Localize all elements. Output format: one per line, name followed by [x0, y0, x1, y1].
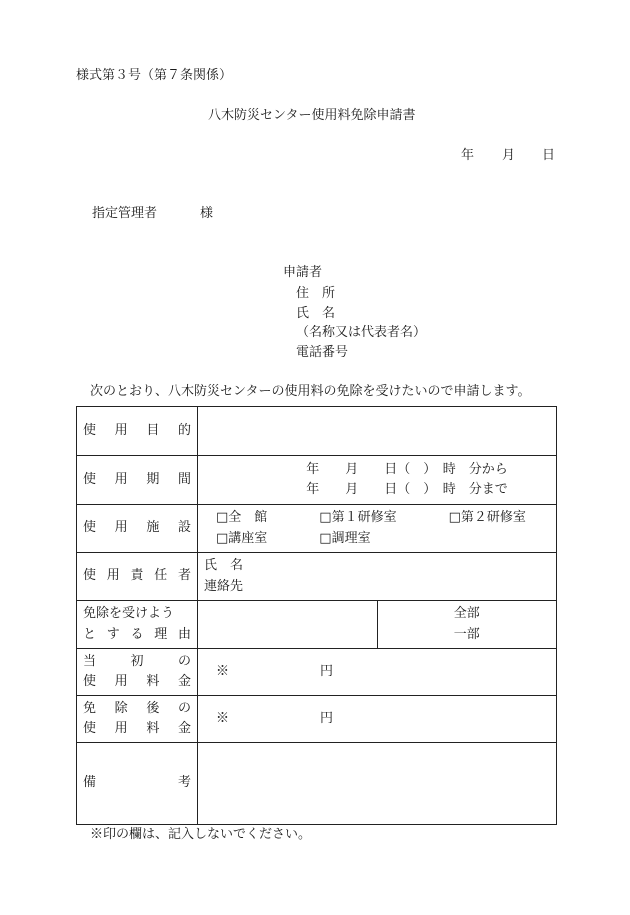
after-fee-value[interactable]: ※ 円 [198, 696, 557, 743]
date-month: 月 [502, 148, 516, 163]
row-purpose [77, 407, 557, 456]
scope-part: 一部 [453, 626, 480, 642]
application-table [76, 406, 557, 825]
responsible-name-label: 氏 名 [204, 558, 244, 574]
applicant-address-label: 住 所 [296, 286, 336, 301]
row-remarks [77, 743, 557, 825]
label-remarks: 備 考 [77, 743, 198, 825]
label-period: 使 用 期 間 [77, 456, 198, 505]
original-fee-value[interactable]: ※ 円 [198, 649, 557, 696]
remarks-value[interactable] [198, 743, 557, 825]
period-value[interactable] [198, 456, 557, 505]
date-day: 日 [542, 148, 556, 163]
applicant-phone-label: 電話番号 [296, 345, 349, 360]
row-responsible [77, 553, 557, 601]
row-facility [77, 505, 557, 553]
row-period [77, 456, 557, 505]
period-from: 年 月 日（ ） 時 分から [306, 461, 508, 477]
label-purpose: 使 用 目 的 [77, 407, 198, 456]
form-number: 様式第３号（第７条関係） [76, 68, 233, 83]
label-responsible: 使 用 責 任 者 [77, 553, 198, 601]
row-original-fee [77, 649, 557, 696]
applicant-heading: 申請者 [283, 265, 323, 280]
label-after-fee: 免 除 後 の 使 用 料 金 [77, 696, 198, 743]
facility-options-row1: □全 館 □第１研修室 □第２研修室 [216, 510, 526, 526]
period-to: 年 月 日（ ） 時 分まで [306, 482, 508, 497]
facility-options-row2: □講座室 □調理室 [216, 530, 371, 546]
addressee-name: 指定管理者 [92, 206, 158, 221]
intro-text: 次のとおり、八木防災センターの使用料の免除を受けたいので申請します。 [90, 384, 531, 399]
row-reason [77, 601, 557, 649]
responsible-value[interactable] [198, 553, 557, 601]
reason-value[interactable] [198, 601, 378, 649]
label-reason: 免除を受けよう と す る 理 由 [77, 601, 198, 649]
facility-options[interactable] [198, 505, 557, 553]
responsible-contact-label: 連絡先 [204, 578, 244, 594]
applicant-name-note: （名称又は代表者名） [296, 325, 427, 340]
date-year: 年 [461, 148, 475, 163]
applicant-name-label: 氏 名 [296, 306, 336, 321]
footnote: ※印の欄は、記入しないでください。 [90, 827, 312, 842]
row-after-fee [77, 696, 557, 743]
scope-all: 全部 [453, 606, 480, 622]
reason-scope[interactable] [377, 601, 557, 649]
purpose-value[interactable] [198, 407, 557, 456]
label-original-fee: 当 初 の 使 用 料 金 [77, 649, 198, 696]
label-facility: 使 用 施 設 [77, 505, 198, 553]
addressee-honorific: 様 [200, 206, 214, 221]
document-title: 八木防災センター使用料免除申請書 [208, 108, 416, 123]
